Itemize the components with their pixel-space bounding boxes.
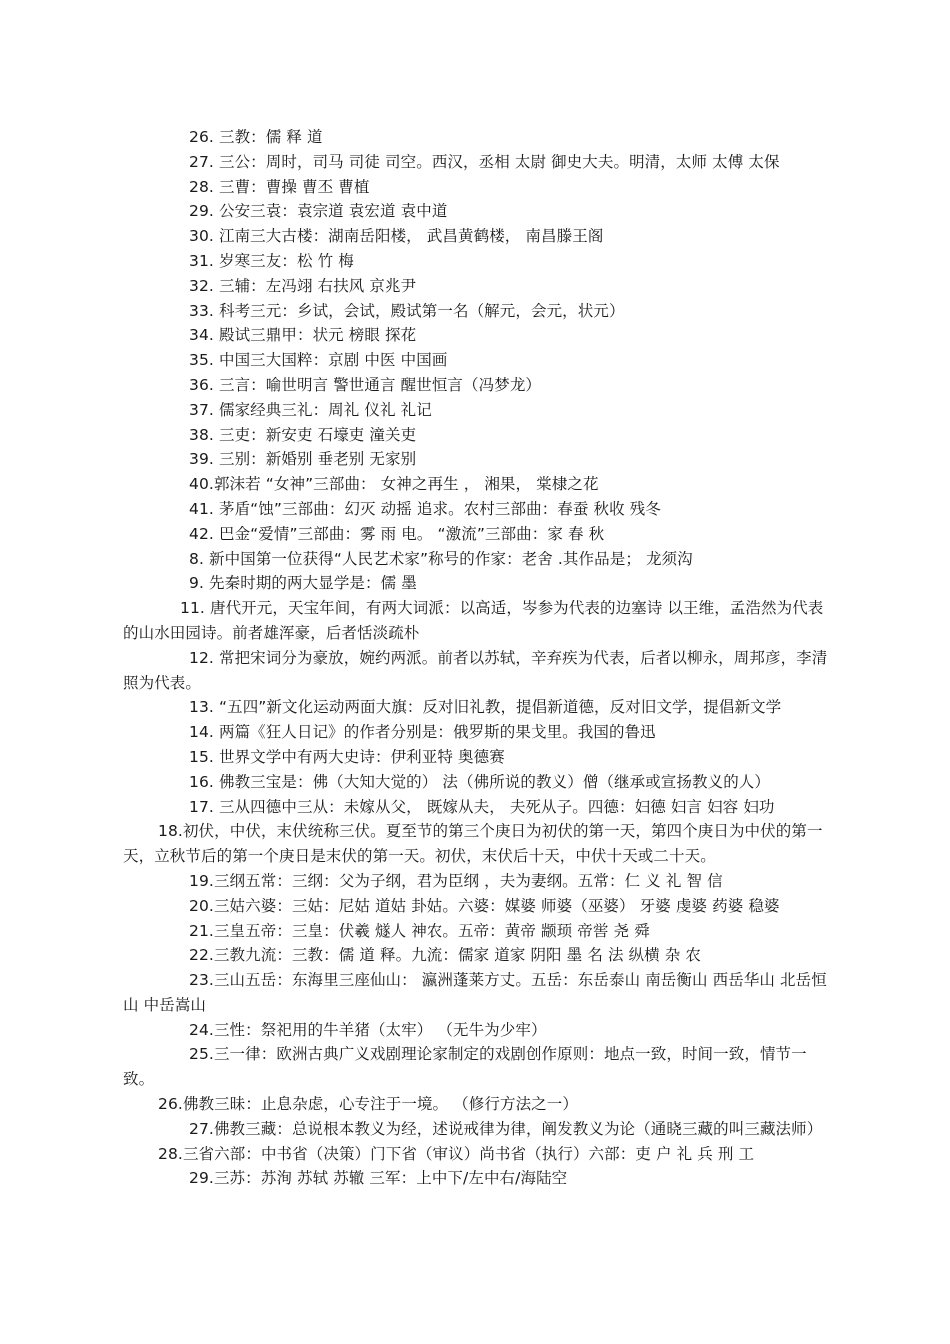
text-line: 39. 三别：新婚别 垂老别 无家别	[189, 450, 417, 469]
text-line: 27. 三公：周时，司马 司徒 司空。西汉，丞相 太尉 御史大夫。明清，太师 太傅 太保	[189, 152, 780, 171]
text-line: 41. 茅盾“蚀”三部曲：幻灭 动摇 追求。农村三部曲：春蚕 秋收 残冬	[189, 499, 661, 518]
text-line: 22.三教九流：三教：儒 道 释。九流：儒家 道家 阴阳 墨 名 法 纵横 杂 农	[189, 946, 702, 965]
text-line: 14. 两篇《狂人日记》的作者分别是：俄罗斯的果戈里。我国的鲁迅	[189, 723, 656, 742]
text-line: 34. 殿试三鼎甲：状元 榜眼 探花	[189, 326, 417, 345]
text-line: 28.三省六部：中书省（决策）门下省（审议）尚书省（执行）六部：吏 户 礼 兵 刑 工	[158, 1144, 755, 1163]
text-line: 28. 三曹：曹操 曹丕 曹植	[189, 177, 370, 196]
text-line: 15. 世界文学中有两大史诗：伊利亚特 奥德赛	[189, 747, 505, 766]
text-line: 19.三纲五常：三纲：父为子纲，君为臣纲 ，夫为妻纲。五常：仁 义 礼 智 信	[189, 871, 723, 890]
text-line: 21.三皇五帝：三皇：伏羲 燧人 神农。五帝：黄帝 颛顼 帝喾 尧 舜	[189, 921, 650, 940]
text-line: 30. 江南三大古楼：湖南岳阳楼， 武昌黄鹤楼， 南昌滕王阁	[189, 227, 604, 246]
text-line: 25.三一律：欧洲古典广义戏剧理论家制定的戏剧创作原则：地点一致，时间一致，情节一致。	[123, 1045, 807, 1089]
text-line: 29. 公安三袁：袁宗道 袁宏道 袁中道	[189, 202, 448, 221]
text-line: 26.佛教三昧：止息杂虑，心专注于一境。 （修行方法之一）	[158, 1095, 578, 1114]
text-line: 42. 巴金“爱情”三部曲：雾 雨 电。 “激流”三部曲：家 春 秋	[189, 524, 605, 543]
text-line: 40.郭沫若 “女神”三部曲： 女神之再生 ， 湘果， 棠棣之花	[189, 475, 599, 494]
text-line: 8. 新中国第一位获得“人民艺术家”称号的作家：老舍 .其作品是； 龙须沟	[189, 549, 693, 568]
text-line: 17. 三从四德中三从：未嫁从父， 既嫁从夫， 夫死从子。四德：妇德 妇言 妇容 妇功	[189, 797, 775, 816]
text-line: 32. 三辅：左冯翊 右扶风 京兆尹	[189, 276, 417, 295]
text-line: 37. 儒家经典三礼：周礼 仪礼 礼记	[189, 400, 432, 419]
text-line: 23.三山五岳：东海里三座仙山： 瀛洲蓬莱方丈。五岳：东岳泰山 南岳衡山 西岳华山 北岳恒山 中岳嵩山	[123, 971, 827, 1014]
text-line: 27.佛教三藏：总说根本教义为经，述说戒律为律，阐发教义为论（通晓三藏的叫三藏法师）	[189, 1119, 823, 1138]
text-line: 35. 中国三大国粹：京剧 中医 中国画	[189, 351, 448, 370]
document-body	[123, 125, 833, 1191]
text-line: 11. 唐代开元，天宝年间，有两大词派：以高适，岑参为代表的边塞诗 以王维，孟浩然为代表的山水田园诗。前者雄浑豪，后者恬淡疏朴	[123, 599, 824, 642]
text-line: 31. 岁寒三友：松 竹 梅	[189, 251, 354, 270]
text-line: 26. 三教：儒 释 道	[189, 128, 323, 146]
text-line: 24.三性：祭祀用的牛羊猪（太牢） （无牛为少牢）	[189, 1020, 547, 1039]
text-line: 18.初伏，中伏，末伏统称三伏。夏至节的第三个庚日为初伏的第一天，第四个庚日为中伏的第一天，立秋节后的第一个庚日是末伏的第一天。初伏，末伏后十天，中伏十天或二十天。	[123, 822, 823, 866]
text-line: 12. 常把宋词分为豪放，婉约两派。前者以苏轼，辛弃疾为代表，后者以柳永，周邦彦，李清照为代表。	[123, 648, 828, 692]
text-line: 33. 科考三元：乡试，会试，殿试第一名（解元，会元，状元）	[189, 301, 625, 320]
text-line: 38. 三吏：新安吏 石壕吏 潼关吏	[189, 425, 417, 444]
text-line: 29.三苏：苏洵 苏轼 苏辙 三军：上中下/左中右/海陆空	[189, 1169, 568, 1188]
text-line: 20.三姑六婆：三姑：尼姑 道姑 卦姑。六婆：媒婆 师婆（巫婆） 牙婆 虔婆 药婆 稳婆	[189, 896, 780, 915]
text-line: 9. 先秦时期的两大显学是：儒 墨	[189, 574, 417, 593]
text-line: 16. 佛教三宝是：佛（大知大觉的） 法（佛所说的教义）僧（继承或宣扬教义的人）	[189, 772, 771, 791]
text-line: 13. “五四”新文化运动两面大旗：反对旧礼教，提倡新道德，反对旧文学，提倡新文学	[189, 698, 782, 717]
text-line: 36. 三言：喻世明言 警世通言 醒世恒言（冯梦龙）	[189, 375, 542, 394]
